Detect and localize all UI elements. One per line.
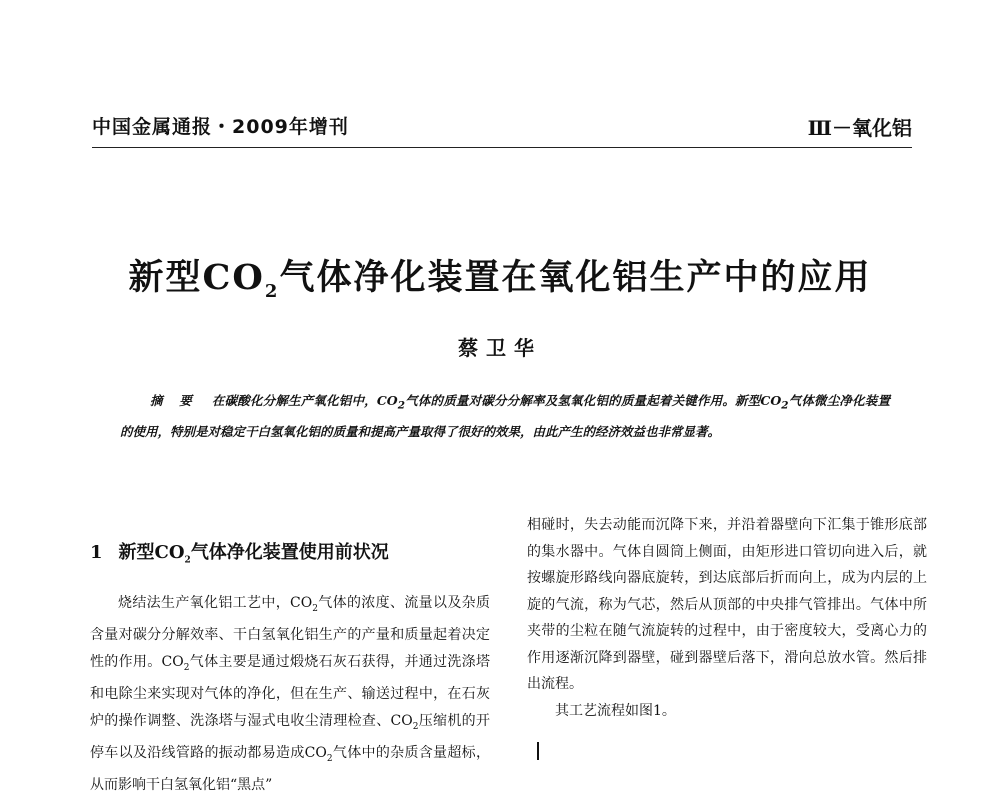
- section-heading: [90, 538, 389, 566]
- abstract-text-2: 气体的质量对碳分分解率及氢氧化铝的质量起着关键作用。新型CO: [404, 393, 782, 408]
- body-paragraph: 相碰时，失去动能而沉降下来，并沿着器壁向下汇集于锥形底部的集水器中。气体自圆筒上侧面，由矩形进口管切向进入后，就按螺旋形路线向器底旋转，到达底部后折而向上，成为内层的上旋的气流，称为气芯，然后从顶部的中央排气管排出。气体中所夹带的尘粒在随气流旋转的过程中，由于密度较大，受离心力的作用逐渐沉降到器壁，碰到器壁后落下，滑向总放水管。然后排出流程。: [527, 517, 927, 692]
- paper-title: [0, 250, 1000, 302]
- body-text: 气体主要是通过煅烧石灰石获得，并通过洗涤塔和电除尘来实现对气体的净化，但在生产、输送过程中，在石灰炉的操作调整、洗涤塔与湿式电收尘清理检查、CO: [90, 653, 490, 729]
- header-rule: [92, 147, 912, 148]
- section-title-after: 气体净化装置使用前状况: [190, 542, 389, 563]
- running-header: [92, 112, 912, 152]
- author-name: 蔡卫华: [458, 336, 542, 360]
- left-column: [90, 590, 490, 799]
- title-subscript: 2: [264, 281, 280, 302]
- abstract-subscript-1: 2: [397, 399, 405, 412]
- body-text: 压缩机的开停车以及沿线管路的振动都易造成CO: [90, 712, 490, 761]
- abstract-text-1: 在碳酸化分解生产氧化铝中，CO: [211, 393, 398, 408]
- section-tag: Ⅲ－氧化铝: [807, 116, 912, 140]
- figure-reference-paragraph: 其工艺流程如图1。: [555, 702, 676, 719]
- section-number: 1: [90, 542, 103, 563]
- body-text: 气体的浓度、流量以及杂质含量对碳分分解效率、干白氢氧化铝生产的产量和质量起着决定性的作用。CO: [90, 595, 490, 670]
- subscript: 2: [412, 721, 419, 732]
- title-text-before: 新型CO: [128, 257, 265, 298]
- abstract: [120, 388, 890, 445]
- subscript: 2: [312, 603, 318, 614]
- abstract-subscript-2: 2: [781, 399, 789, 412]
- abstract-text-3: 气体微尘净化装置的使用，特别是对稳定干白氢氧化铝的质量和提高产量取得了很好的效果，由此产生的经济效益也非常显著。: [120, 393, 890, 439]
- body-text: 烧结法生产氧化铝工艺中，CO: [118, 595, 313, 611]
- journal-name: 中国金属通报・2009年增刊: [92, 116, 349, 138]
- figure-edge-mark: [537, 742, 539, 760]
- abstract-label: 摘 要: [150, 393, 198, 408]
- body-text: 气体中的杂质含量超标，从而影响干白氢氧化铝“黑点”: [90, 744, 490, 794]
- section-title-subscript: 2: [184, 555, 191, 566]
- body-paragraph: [90, 590, 490, 799]
- subscript: 2: [183, 662, 190, 673]
- section-title-before: 新型CO: [118, 542, 185, 563]
- subscript: 2: [326, 753, 333, 764]
- right-column: [527, 512, 927, 724]
- title-text-after: 气体净化装置在氧化铝生产中的应用: [279, 257, 872, 298]
